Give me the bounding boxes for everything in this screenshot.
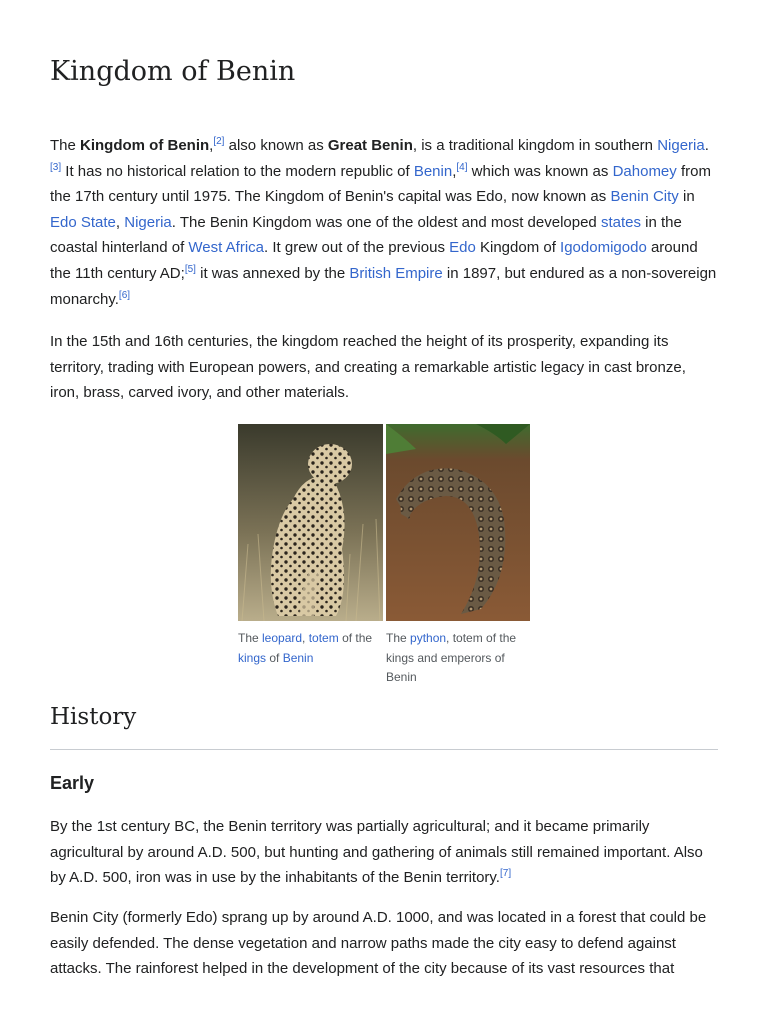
page-title: Kingdom of Benin xyxy=(50,56,296,87)
reference-link[interactable]: [7] xyxy=(499,868,512,880)
reference-link[interactable]: [6] xyxy=(118,289,131,301)
link-benin[interactable]: Benin xyxy=(282,650,314,665)
link-edo[interactable]: Edo xyxy=(449,239,476,257)
python-image[interactable] xyxy=(386,424,530,621)
text: , totem of the kings and emperors of Benin xyxy=(386,631,517,684)
intro-paragraph-2: In the 15th and 16th centuries, the kingdom reached the height of its prosperity, expanding its territory, trading with European powers, and creating a remarkable artistic legacy in cast bronze, iron, brass, carved ivory, and other materials. xyxy=(50,333,686,402)
text: of the xyxy=(338,631,373,645)
link-benin[interactable]: Benin xyxy=(413,162,453,180)
reference-link[interactable]: [2] xyxy=(213,136,225,147)
figure-caption xyxy=(386,629,530,688)
figure-leopard xyxy=(238,424,383,668)
text: which was known as xyxy=(467,162,613,180)
text: , xyxy=(209,137,214,154)
text: it was annexed by the xyxy=(195,264,350,282)
link-british-empire[interactable]: British Empire xyxy=(349,264,443,282)
text: from the 17th century until 1975. The Kingdom of Benin's capital was Edo, now known as xyxy=(50,162,711,206)
link-totem[interactable]: totem xyxy=(308,631,339,645)
figure-caption xyxy=(238,629,383,668)
history-paragraph-1 xyxy=(50,814,718,891)
reference-link[interactable]: [4] xyxy=(456,161,468,173)
text: It has no historical relation to the modern republic of xyxy=(61,162,414,180)
intro-paragraph-1 xyxy=(50,133,718,312)
text: The xyxy=(50,137,81,154)
link-igodomigodo[interactable]: Igodomigodo xyxy=(560,239,647,257)
link-python[interactable]: python xyxy=(410,631,447,645)
text: of xyxy=(266,650,283,665)
text: in xyxy=(678,188,695,206)
link-edo-state[interactable]: Edo State xyxy=(50,213,116,231)
text: . It grew out of the previous xyxy=(264,239,450,257)
leopard-image[interactable] xyxy=(238,424,383,621)
link-kings[interactable]: kings xyxy=(238,650,267,665)
text: around the 11th century AD; xyxy=(50,239,698,282)
text: in 1897, but endured as a non-sovereign monarchy. xyxy=(50,264,717,308)
figure-python xyxy=(386,424,530,688)
section-heading-history: History xyxy=(50,704,137,730)
history-paragraph-2: Benin City (formerly Edo) sprang up by around A.D. 1000, and was located in a forest that could be easily defended. The dense vegetation and narrow paths made the city easy to defend against attacks. The rainforest helped in the development of the city because of its vast resources that xyxy=(50,909,707,978)
text: Kingdom of xyxy=(475,239,561,257)
text: , is a traditional kingdom in southern xyxy=(412,137,658,154)
link-nigeria[interactable]: Nigeria xyxy=(124,213,172,231)
link-west-africa[interactable]: West Africa xyxy=(188,239,265,257)
text: , xyxy=(115,213,125,231)
section-divider xyxy=(50,749,718,750)
text: in the coastal hinterland of xyxy=(50,213,682,257)
bold-term: Great Benin xyxy=(327,137,413,154)
text: , xyxy=(452,162,457,180)
subsection-heading-early: Early xyxy=(50,773,95,793)
link-dahomey[interactable]: Dahomey xyxy=(612,162,677,180)
text: The xyxy=(386,631,411,645)
text: The xyxy=(238,631,263,645)
reference-link[interactable]: [3] xyxy=(50,161,62,173)
reference-link[interactable]: [5] xyxy=(184,263,196,275)
link-benin-city[interactable]: Benin City xyxy=(610,188,679,206)
text: By the 1st century BC, the Benin territory was partially agricultural; and it became primarily agricultural by around A.D. 500, but hunting and gathering of animals still remained important. Also by A.D. 500, iron was in use by the inhabitants of the Benin territory. xyxy=(50,818,703,887)
text: . xyxy=(704,137,709,154)
link-nigeria[interactable]: Nigeria xyxy=(657,137,705,154)
text: also known as xyxy=(224,137,328,154)
bold-term: Kingdom of Benin xyxy=(80,137,210,154)
text: . The Benin Kingdom was one of the oldest and most developed xyxy=(171,213,601,231)
text: , xyxy=(302,631,309,645)
link-states[interactable]: states xyxy=(600,213,641,231)
link-leopard[interactable]: leopard xyxy=(262,631,303,645)
